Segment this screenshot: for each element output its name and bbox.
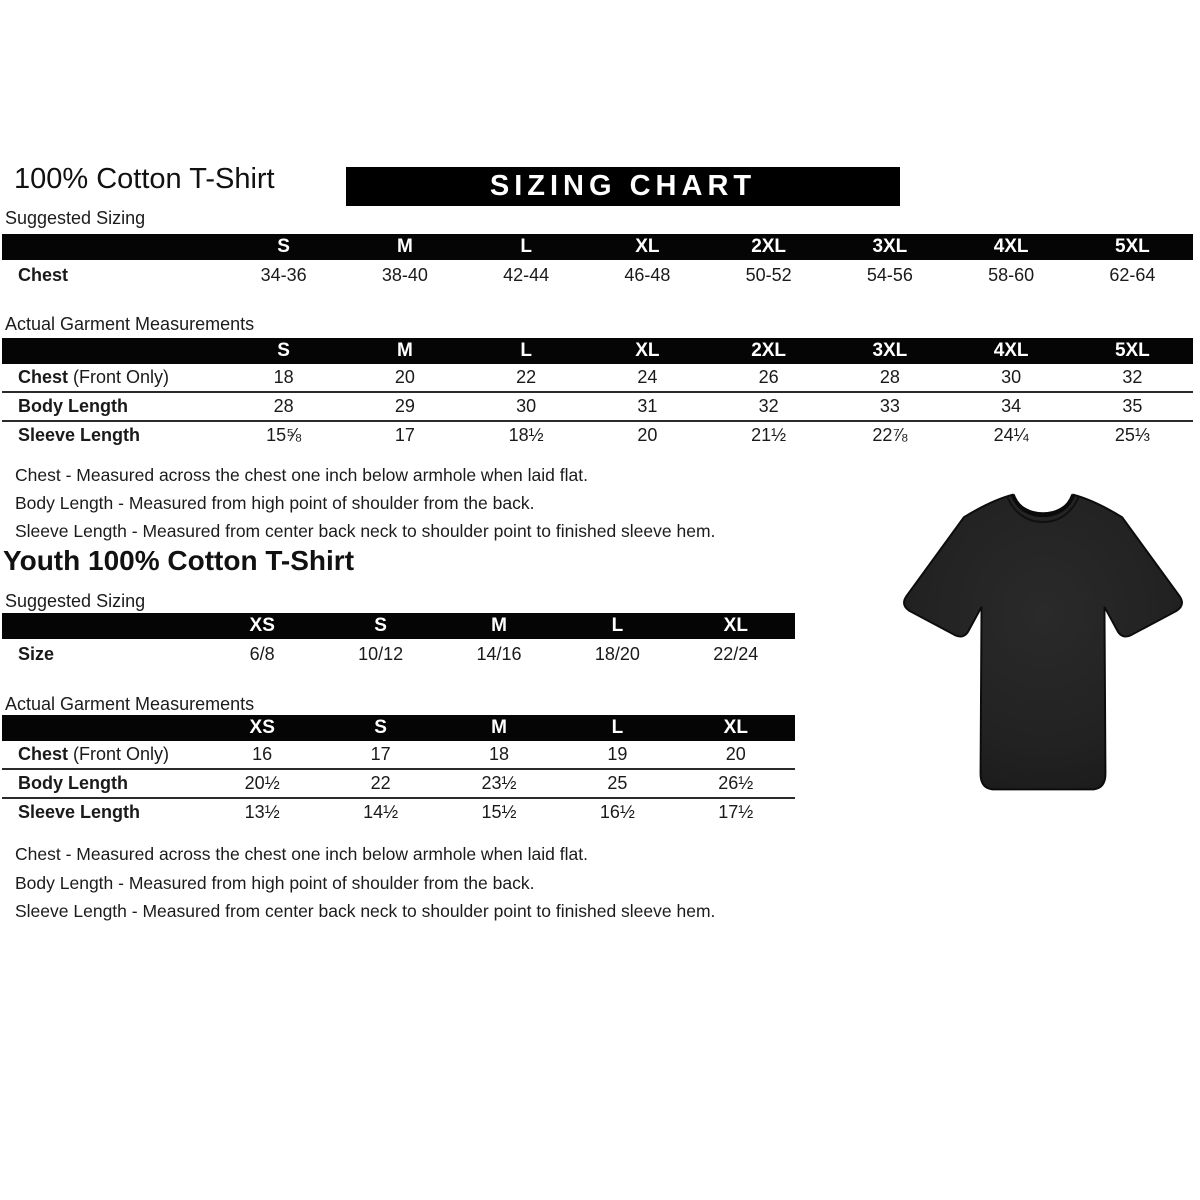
adult-actual-measurements-table (2, 338, 1193, 449)
note-chest: Chest - Measured across the chest one inch below armhole when laid flat. (15, 844, 588, 864)
table-header-spacer (2, 234, 223, 260)
note-sleeve-length: Sleeve Length - Measured from center back neck to shoulder point to finished sleeve hem. (15, 901, 716, 921)
table-header-row (2, 715, 795, 741)
measurement-cell: 18/20 (594, 643, 640, 664)
measurement-cell: 28 (273, 396, 294, 416)
measurement-cell: 16 (252, 744, 273, 764)
measurement-cell: 25⅓ (1114, 425, 1150, 445)
measurement-cell: 14½ (363, 802, 399, 822)
note-body-length: Body Length - Measured from high point of shoulder from the back. (15, 872, 535, 893)
measurement-cell: 34-36 (260, 264, 307, 285)
measurement-cell: 23½ (481, 773, 517, 793)
adult-actual-measurements-label: Actual Garment Measurements (5, 314, 255, 334)
note-sleeve-length: Sleeve Length - Measured from center back neck to shoulder point to finished sleeve hem. (15, 521, 716, 541)
measurement-cell: 20 (637, 425, 658, 445)
row-label: Sleeve Length (18, 425, 141, 445)
size-column-header: XS (203, 715, 321, 741)
size-column-header: 5XL (1072, 234, 1193, 260)
measurement-cell: 58-60 (988, 264, 1035, 285)
youth-actual-measurements-table (2, 715, 795, 826)
measurement-cell: 20 (394, 367, 415, 387)
adult-suggested-sizing-table (2, 234, 1193, 290)
table-row (2, 392, 1193, 421)
table-row (2, 364, 1193, 392)
measurement-cell: 26½ (718, 773, 754, 793)
measurement-cell: 18 (273, 367, 294, 387)
size-column-header: M (344, 234, 465, 260)
row-label: Chest (Front Only) (18, 744, 170, 764)
measurement-cell: 15½ (481, 802, 517, 822)
measurement-cell: 22/24 (713, 643, 759, 664)
sizing-chart-banner (346, 167, 900, 206)
youth-measurement-notes (15, 840, 715, 926)
note-chest: Chest - Measured across the chest one inch below armhole when laid flat. (15, 465, 588, 485)
table-row (2, 798, 795, 826)
table-row (2, 421, 1193, 449)
size-column-header: S (321, 715, 439, 741)
measurement-cell: 21½ (751, 425, 787, 445)
table-header-row (2, 613, 795, 639)
measurement-cell: 35 (1122, 396, 1143, 416)
table-row (2, 741, 795, 769)
size-column-header: L (466, 338, 587, 364)
measurement-cell: 18 (488, 744, 509, 764)
measurement-cell: 50-52 (745, 264, 792, 285)
size-column-header: S (223, 338, 344, 364)
measurement-cell: 54-56 (866, 264, 913, 285)
measurement-cell: 26 (758, 367, 779, 387)
size-column-header: L (558, 715, 676, 741)
measurement-cell: 25 (607, 773, 628, 793)
measurement-cell: 22 (370, 773, 391, 793)
row-label: Chest (Front Only) (18, 367, 170, 387)
size-column-header: XL (587, 338, 708, 364)
size-column-header: S (223, 234, 344, 260)
size-column-header: XS (203, 613, 321, 639)
measurement-cell: 22⅞ (872, 425, 908, 445)
youth-suggested-sizing-label: Suggested Sizing (5, 591, 146, 611)
measurement-cell: 10/12 (358, 643, 404, 664)
measurement-cell: 29 (394, 396, 415, 416)
measurement-cell: 32 (1122, 367, 1143, 387)
table-header-row (2, 234, 1193, 260)
size-column-header: 2XL (708, 234, 829, 260)
adult-suggested-sizing-label: Suggested Sizing (5, 208, 146, 228)
row-label: Body Length (18, 773, 128, 793)
measurement-cell: 30 (1001, 367, 1022, 387)
measurement-cell: 28 (879, 367, 900, 387)
table-row (2, 639, 795, 669)
measurement-cell: 18½ (508, 425, 544, 445)
adult-measurement-notes (15, 461, 715, 545)
table-header-spacer (2, 613, 203, 639)
tshirt-body (904, 495, 1182, 790)
size-column-header: 2XL (708, 338, 829, 364)
size-column-header: 4XL (951, 338, 1072, 364)
measurement-cell: 15⅝ (266, 425, 302, 445)
measurement-cell: 6/8 (249, 643, 275, 664)
measurement-cell: 34 (1001, 396, 1022, 416)
table-header-spacer (2, 338, 223, 364)
measurement-cell: 16½ (599, 802, 635, 822)
measurement-cell: 24 (637, 367, 658, 387)
measurement-cell: 17 (370, 744, 391, 764)
size-column-header: 3XL (829, 338, 950, 364)
size-column-header: M (440, 613, 558, 639)
size-column-header: L (558, 613, 676, 639)
measurement-cell: 17½ (718, 802, 754, 822)
size-column-header: XL (587, 234, 708, 260)
table-header-row (2, 338, 1193, 364)
measurement-cell: 46-48 (624, 264, 671, 285)
measurement-cell: 20 (725, 744, 746, 764)
size-column-header: 5XL (1072, 338, 1193, 364)
measurement-cell: 13½ (244, 802, 280, 822)
row-label: Size (18, 643, 55, 664)
measurement-cell: 20½ (244, 773, 280, 793)
row-label: Chest (18, 264, 69, 285)
row-label: Body Length (18, 396, 128, 416)
measurement-cell: 38-40 (381, 264, 428, 285)
measurement-cell: 32 (758, 396, 779, 416)
size-column-header: 3XL (829, 234, 950, 260)
measurement-cell: 14/16 (476, 643, 522, 664)
note-body-length: Body Length - Measured from high point of shoulder from the back. (15, 493, 535, 513)
youth-suggested-sizing-table (2, 613, 795, 669)
size-column-header: M (344, 338, 465, 364)
size-column-header: M (440, 715, 558, 741)
black-tshirt-image (891, 483, 1195, 805)
measurement-cell: 31 (637, 396, 658, 416)
size-column-header: XL (677, 715, 795, 741)
page-title: 100% Cotton T-Shirt (14, 163, 275, 195)
sizing-chart-banner-text: SIZING CHART (489, 170, 757, 202)
table-row (2, 260, 1193, 290)
measurement-cell: 19 (607, 744, 628, 764)
size-column-header: 4XL (951, 234, 1072, 260)
measurement-cell: 17 (394, 425, 415, 445)
measurement-cell: 62-64 (1109, 264, 1156, 285)
measurement-cell: 33 (879, 396, 900, 416)
size-column-header: L (466, 234, 587, 260)
table-header-spacer (2, 715, 203, 741)
measurement-cell: 22 (516, 367, 537, 387)
size-column-header: XL (677, 613, 795, 639)
youth-actual-measurements-label: Actual Garment Measurements (5, 694, 255, 714)
row-label: Sleeve Length (18, 802, 141, 822)
table-row (2, 769, 795, 798)
measurement-cell: 24¼ (993, 425, 1029, 445)
measurement-cell: 30 (516, 396, 537, 416)
measurement-cell: 42-44 (503, 264, 550, 285)
youth-section-title: Youth 100% Cotton T-Shirt (3, 545, 355, 576)
size-column-header: S (321, 613, 439, 639)
